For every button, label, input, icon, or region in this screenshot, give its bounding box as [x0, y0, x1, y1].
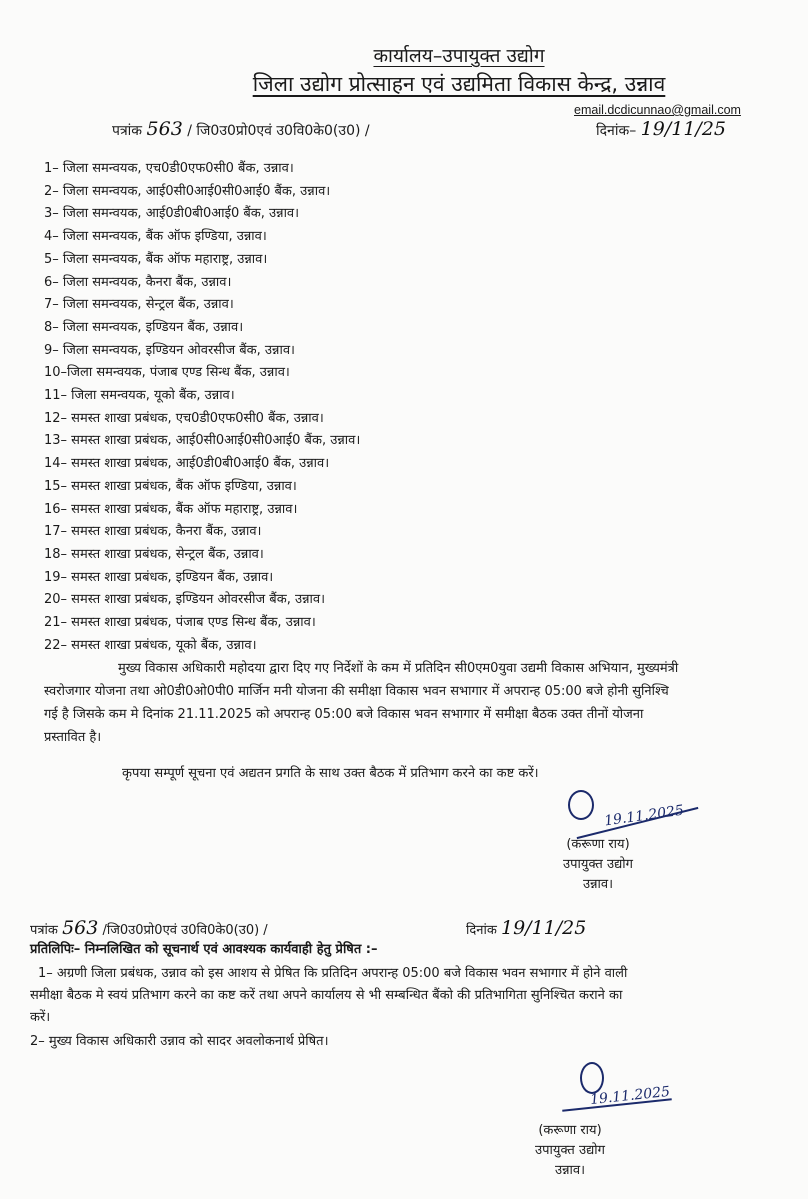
date-label: दिनांक–	[596, 123, 637, 139]
signatory-designation: उपायुक्त उद्योग	[535, 1143, 605, 1158]
date-value: 19/11/25	[640, 118, 727, 140]
copy-heading: प्रतिलिपिः– निम्नलिखित को सूचनार्थ एवं आवश्यक कार्यवाही हेतु प्रेषित :–	[30, 942, 378, 957]
recipient-item: 18– समस्त शाखा प्रबंधक, सेन्ट्रल बैंक, उन्नाव।	[44, 546, 264, 562]
recipient-item: 17– समस्त शाखा प्रबंधक, कैनरा बैंक, उन्नाव।	[44, 524, 262, 540]
copy-date-value: 19/11/25	[500, 917, 587, 939]
recipient-item: 1– जिला समन्वयक, एच0डी0एफ0सी0 बैंक, उन्नाव।	[44, 161, 294, 176]
ref-suffix: / जि0उ0प्रो0एवं उ0वि0के0(उ0) /	[187, 123, 370, 139]
copy-date-label: दिनांक	[466, 923, 497, 938]
recipient-item: 19– समस्त शाखा प्रबंधक, इण्डियन बैंक, उन्नाव।	[44, 569, 274, 585]
copy-date	[466, 917, 586, 939]
recipient-item: 15– समस्त शाखा प्रबंधक, बैंक ऑफ इण्डिया, उन्नाव।	[44, 478, 297, 494]
letter-reference	[112, 118, 370, 140]
ref-label: पत्रांक	[112, 123, 143, 139]
recipient-item: 4– जिला समन्वयक, बैंक ऑफ इण्डिया, उन्नाव।	[44, 229, 267, 245]
signatory-place: उन्नाव।	[582, 877, 614, 892]
signature-mark	[580, 1062, 604, 1094]
recipient-item: 13– समस्त शाखा प्रबंधक, आई0सी0आई0सी0आई0 बैंक, उन्नाव।	[44, 433, 361, 449]
recipient-item: 12– समस्त शाखा प्रबंधक, एच0डी0एफ0सी0 बैंक, उन्नाव।	[44, 410, 324, 426]
signature-date: 19.11.2025	[603, 802, 685, 830]
org-name: जिला उद्योग प्रोत्साहन एवं उद्यमिता विकास केन्द्र, उन्नाव	[252, 72, 666, 96]
recipient-item: 5– जिला समन्वयक, बैंक ऑफ महाराष्ट्र, उन्नाव।	[44, 251, 268, 267]
recipient-item: 20– समस्त शाखा प्रबंधक, इण्डियन ओवरसीज बैंक, उन्नाव।	[44, 592, 326, 608]
body-line-2: स्वरोजगार योजना तथा ओ0डी0ओ0पी0 मार्जिन मनी योजना की समीक्षा विकास भवन सभागार में अपरान्ह 05:00 बजे होनी सुनिश्चि	[44, 684, 669, 699]
office-title: कार्यालय–उपायुक्त उद्योग	[373, 45, 545, 67]
recipient-item: 16– समस्त शाखा प्रबंधक, बैंक ऑफ महाराष्ट्र, उन्नाव।	[44, 501, 298, 517]
body-line-4: प्रस्तावित है।	[44, 730, 102, 745]
copy-ref-suffix: /जि0उ0प्रो0एवं उ0वि0के0(उ0) /	[102, 923, 268, 938]
recipient-item: 3– जिला समन्वयक, आई0डी0बी0आई0 बैंक, उन्नाव।	[44, 206, 300, 222]
recipient-item: 22– समस्त शाखा प्रबंधक, यूको बैंक, उन्नाव।	[44, 637, 257, 653]
ref-number: 563	[146, 118, 183, 140]
recipient-list	[44, 158, 360, 657]
copy-item-1-line-2: समीक्षा बैठक मे स्वयं प्रतिभाग करने का कष्ट करें तथा अपने कार्यालय से भी सम्बन्धित बैंको की प्रतिभागिता सुनिश्चित कराने का	[30, 988, 623, 1003]
copy-item-2: 2– मुख्य विकास अधिकारी उन्नाव को सादर अवलोकनार्थ प्रेषित।	[30, 1034, 329, 1049]
recipient-item: 8– जिला समन्वयक, इण्डियन बैंक, उन्नाव।	[44, 319, 244, 335]
recipient-item: 7– जिला समन्वयक, सेन्ट्रल बैंक, उन्नाव।	[44, 297, 234, 313]
recipient-item: 9– जिला समन्वयक, इण्डियन ओवरसीज बैंक, उन्नाव।	[44, 342, 295, 358]
copy-ref-label: पत्रांक	[30, 923, 58, 938]
recipient-item: 6– जिला समन्वयक, कैनरा बैंक, उन्नाव।	[44, 274, 232, 290]
copy-item-1-line-1: 1– अग्रणी जिला प्रबंधक, उन्नाव को इस आशय से प्रेषित कि प्रतिदिन अपरान्ह 05:00 बजे विकास भवन सभागार में होने वाली	[38, 966, 628, 981]
body-request: कृपया सम्पूर्ण सूचना एवं अद्यतन प्रगति के साथ उक्त बैठक में प्रतिभाग करने का कष्ट करें।	[122, 766, 539, 781]
copy-ref-number: 563	[62, 917, 99, 939]
recipient-item: 14– समस्त शाखा प्रबंधक, आई0डी0बी0आई0 बैंक, उन्नाव।	[44, 456, 330, 472]
copy-reference	[30, 917, 268, 939]
copy-item-1-line-3: करें।	[30, 1010, 51, 1025]
signatory-name: (करूणा राय)	[538, 1123, 602, 1138]
signatory-place: उन्नाव।	[554, 1163, 586, 1178]
recipient-item: 21– समस्त शाखा प्रबंधक, पंजाब एण्ड सिन्ध बैंक, उन्नाव।	[44, 615, 316, 631]
recipient-item: 2– जिला समन्वयक, आई0सी0आई0सी0आई0 बैंक, उन्नाव।	[44, 183, 331, 199]
signatory-designation: उपायुक्त उद्योग	[563, 857, 633, 872]
signature-mark	[568, 790, 594, 820]
body-line-3: गई है जिसके कम मे दिनांक 21.11.2025 को अपरान्ह 05:00 बजे विकास भवन सभागार में समीक्षा बैठक उक्त तीनों योजना	[44, 707, 644, 722]
body-line-1: मुख्य विकास अधिकारी महोदया द्वारा दिए गए निर्देशों के कम में प्रतिदिन सी0एम0युवा उद्यमी विकास अभियान, मुख्यमंत्री	[118, 661, 679, 676]
signature-block	[528, 835, 668, 895]
recipient-item: 11– जिला समन्वयक, यूको बैंक, उन्नाव।	[44, 388, 235, 404]
signatory-name: (करूणा राय)	[566, 837, 630, 852]
office-email: email.dcdicunnao@gmail.com	[574, 103, 741, 117]
recipient-item: 10–जिला समन्वयक, पंजाब एण्ड सिन्ध बैंक, उन्नाव।	[44, 365, 290, 381]
letter-date	[596, 118, 726, 140]
signature-date: 19.11.2025	[589, 1083, 671, 1109]
signature-block	[500, 1121, 640, 1181]
